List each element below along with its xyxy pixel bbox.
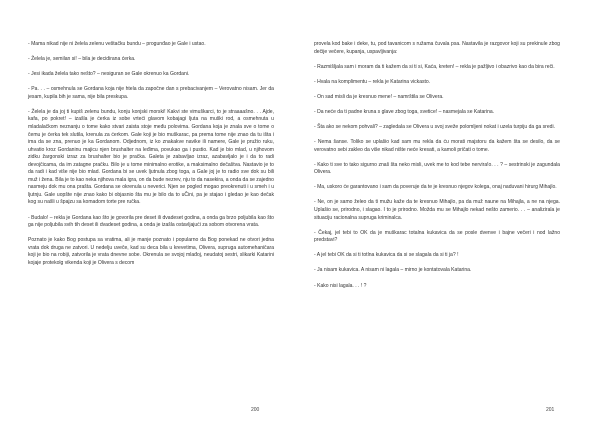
paragraph: provela kod bake i deke, tu, pod tavanicom s ružama čuvala psa. Nastavila je razgovor koji su prekinule zbog dečije večere, kupanja, uspavljivanja: xyxy=(314,41,560,55)
paragraph: - Kako ti sve to tako sigurno znaš šta neko misli, uvek me to kod tebe nervira!o. . . ? – sestrinski je zagundala Olivera. xyxy=(314,161,560,176)
page-number: 200 xyxy=(251,407,260,413)
left-page-text xyxy=(28,0,274,267)
paragraph: - Da neće da ti padne kruna s glave zbog toga, svetice! – nasmejala se Katarina. xyxy=(314,108,495,115)
paragraph: - Hvala na komplimentu – rekla je Katarina vickasto. xyxy=(314,78,431,85)
paragraph: Poznato je kako Bog postupa sa vratima, ali je manje poznato i popularno da Bog ponekad ne otvori jedna vrata dok druga ne zatvori. U nedelju uveče, kad su deca bila u krevetima, Olivera, supruga automehaničara koji je bio na robiji, zatvorila je vrata dnevne sobe. Okrenula se svojoj mlađoj, neudatoj sestri, slikarki Katarini kojaje protekolg vikenda koji je Olivera s decom xyxy=(28,237,274,266)
paragraph: - Razmišljala sam i moram da ti kažem da si ti si, Kaća, kreten! – rekla je pažljivo i obazrivo kao da bira reči. xyxy=(314,63,555,70)
paragraph: - Nema šanse. Toliko se uplašio kad sam mu rekla da ću morati majstoru da kažem šta se desilo, da se verovatno sebi zakleo da više nikad nište neće kresati, a kamoli pričati o tome. xyxy=(314,139,560,153)
paragraph: - Pa. . . – osmehnula se Gordana koja nije htela da započne dan s prebacivanjem – Verovatno nisam. Jer da jesam, kupila bih je sama, nije bila preskupa. xyxy=(28,86,274,100)
paragraph: - Jesi ikada želela tako nešto? – nesiguran se Gale okrenuo ka Gordani. xyxy=(28,71,190,78)
paragraph: - Budalo! – rekla je Gordana kao što je govorila pre deset ili dvadeset godina, a onda ga brzo poljubila kao što ga nije poljubila svih tih deset ili dvadeset godina, a onda je izašla ostavljajući za sobom otvorena vrata. xyxy=(28,214,274,229)
right-page xyxy=(300,0,600,423)
paragraph: - Čekaj, jel tebi to OK da je muškarac totalna kukavica da se posle dvenve i bajne večeri i nod lažno predstavi? xyxy=(314,229,560,244)
paragraph: - Ne, on je samo želeo da ti mužu kaže da te kresnuo Mihajlo, pa da muž naune na Mihajla, a ne na njega. Uplašio se, prirodno, i slagao. I to je prirodno. Možda mu se Mihajlo nekad nešto zamerio. . . – analizirala je situaciju racionalna supruga kriminalca. xyxy=(314,199,560,221)
paragraph: - Kako nisi lagala. . . ! ? xyxy=(314,282,367,289)
right-page-text xyxy=(314,0,560,290)
paragraph: - Želela je, semilan si! – bila je decidirana ćerka. xyxy=(28,56,136,63)
paragraph: - On sad misli da je kresnuo mene! – namrštila se Olivera. xyxy=(314,93,444,100)
paragraph: - Mama nikad nije ni želela zelenu veštačku bundu – progunđao je Gale i ustao. xyxy=(28,41,206,47)
paragraph: - Šta ako se nekom pohvali? – zagledala se Olivera u svoj sveže polomljeni nokat i uzela turpiju da ga sredi. xyxy=(314,124,555,131)
paragraph: - Želela je da joj ti kupiš zelenu bundu, konju konjski morski! Kakvi ste vimuškarci, to je straaaašno. . . Ajde, kafa, po pokret! – izašla je ćerka iz sobe vrteći glavom kobajagi ljuta na muški rod, a osmehnuta u mladalačkom neznanju o tome kako stvari zaista stoje među polovima. Gordana koja je znala sve o tome o čemu je ćerka tek slutila, krenula za ćerkom. Gale koji je bio muškarac, pa prema tome nije znao da tu išta i ima da se zna, prenuo je ka Gordanom. Odjednom, iz ko znakakve navike ili namere, Gale je pružio ruku, uhvatio kroz Gordaninu majicu njen brushalter na leđima, povukao ga i pustio. Kad je bio mlad, u njihovom zidku žargonski izraz za brushalter bio je pračka. Galeta je zabavljao izraz, azabavljalo je i da to radi devojčicama, da im zatagne pračku. Bilo je u tome minimalno erotike, a maksimalno dečaštva. Nastavio je to da radi i kad više nije bio mlad. Gordana bi se uvek ljutnula zbog toga, a Gale joj je to radio sve dok su bili muž i žena. Bila je to kao neka njihova mala igra, on da bude nezrev, nju to da nasekira, a onda da se zajedno nasmeju dok mu ona prašta. Gordana se okrenula u neverici. Njen se pogled mogao preokrenuti i u smeh i u ljutnju. Gale uopšte nije znao kako bi objasnio šta mu je bilo da to uČini, pa je stajao i gledao je kao dečak kog su našli u špajzu sa komadom torte pre ručka. xyxy=(28,108,274,206)
page-number: 201 xyxy=(546,407,555,413)
paragraph: - Ma, uskoro će garantovano i sam da poveruje da te je kresnuo njegov kolega, onaj naduvani hirurg Mihajlo. xyxy=(314,184,557,191)
paragraph: - A jel tebi OK da si ti totlna kukavica da si se slagala da si ti ja? ! xyxy=(314,252,459,259)
paragraph: - Ja nisam kukavica. A nisam ni lagala – mirno je kontatovala Katarina. xyxy=(314,267,472,274)
